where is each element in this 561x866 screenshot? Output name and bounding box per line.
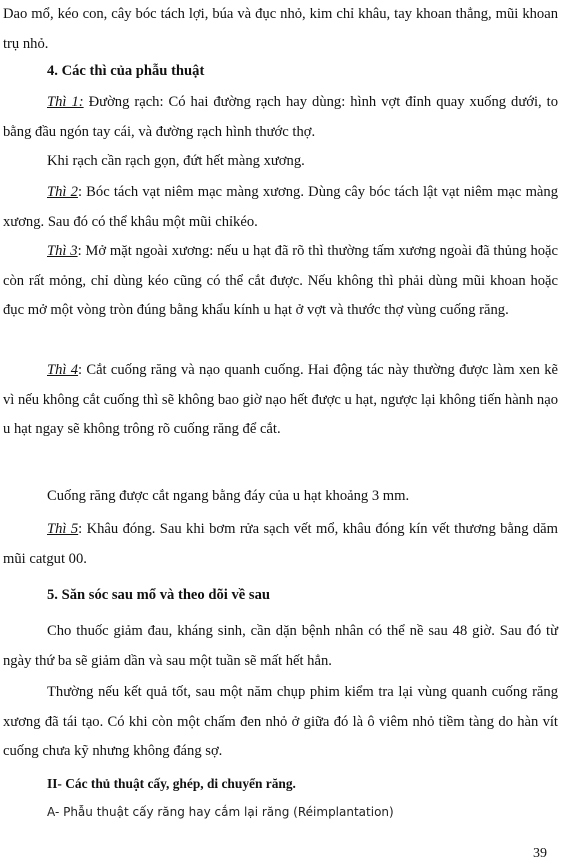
- step-4-paragraph: [3, 356, 558, 445]
- step-5-label: Thì 5: [47, 521, 79, 537]
- aftercare-paragraph-1: Cho thuốc giảm đau, kháng sinh, cần dặn bệnh nhân có thể nề sau 48 giờ. Sau đó từ ngày thứ ba sẽ giảm dần và sau một tuần sẽ mất hết hẳn.: [3, 623, 558, 669]
- page-number: 39: [533, 846, 547, 861]
- step-4-text: : Cắt cuống răng và nạo quanh cuống. Hai động tác này thường được làm xen kẽ vì nếu không cắt cuống thì sẽ không bao giờ nạo hết được u hạt, ngược lại không tiến hành nạo u hạt ngay sẽ không trông rõ cuống răng để cắt.: [3, 362, 558, 438]
- step-5-text: : Khâu đóng. Sau khi bơm rửa sạch vết mổ, khâu đóng kín vết thương bằng dăm mũi catgut 00.: [3, 521, 559, 567]
- section-ii-heading: II- Các thủ thuật cấy, ghép, di chuyển răng.: [47, 776, 296, 791]
- aftercare-paragraph-2: Thường nếu kết quả tốt, sau một năm chụp phim kiểm tra lại vùng quanh cuống răng xương đã tái tạo. Có khi còn một chấm đen nhỏ ở giữa đó là ô viêm nhỏ tiềm tàng do hàn vít cuống chưa kỹ nhưng không đáng sợ.: [3, 684, 558, 760]
- step-4-note: Cuống răng được cắt ngang bằng đáy của u hạt khoảng 3 mm.: [47, 488, 410, 504]
- step-3-label: Thì 3: [47, 243, 78, 259]
- step-1-note: Khi rạch cần rạch gọn, đứt hết màng xương.: [47, 153, 305, 169]
- section-5-heading: 5. Săn sóc sau mổ và theo dõi về sau: [47, 587, 270, 603]
- step-1-text: Đường rạch: Có hai đường rạch hay dùng: hình vợt đỉnh quay xuống dưới, to bằng đầu ngón tay cái, và đường rạch hình thước thợ.: [3, 94, 558, 140]
- step-3-paragraph: [3, 237, 558, 326]
- section-4-heading: 4. Các thì của phẫu thuật: [47, 63, 205, 79]
- intro-paragraph: Dao mổ, kéo con, cây bóc tách lợi, búa và đục nhỏ, kim chỉ khâu, tay khoan thẳng, mũi khoan trụ nhỏ.: [3, 6, 558, 52]
- step-1-paragraph: [3, 88, 558, 147]
- step-2-text: : Bóc tách vạt niêm mạc màng xương. Dùng cây bóc tách lật vạt niêm mạc màng xương. Sau đó có thể khâu một mũi chỉkéo.: [3, 184, 558, 230]
- step-1-label: Thì 1:: [47, 94, 84, 110]
- step-2-paragraph: [3, 178, 558, 237]
- step-5-paragraph: [3, 515, 558, 574]
- step-2-label: Thì 2: [47, 184, 78, 200]
- step-4-label: Thì 4: [47, 362, 79, 378]
- step-3-text: : Mở mặt ngoài xương: nếu u hạt đã rõ thì thường tấm xương ngoài đã thủng hoặc còn rất mỏng, chỉ dùng kéo cũng có thể cắt được. Nếu không thì phải dùng mũi khoan hoặc đục mở một vòng tròn đúng bằng khẩu kính u hạt ở vợt và thước thợ vùng cuống răng.: [3, 243, 558, 319]
- subsection-a-heading: A- Phẫu thuật cấy răng hay cắm lại răng (Réimplantation): [47, 805, 394, 819]
